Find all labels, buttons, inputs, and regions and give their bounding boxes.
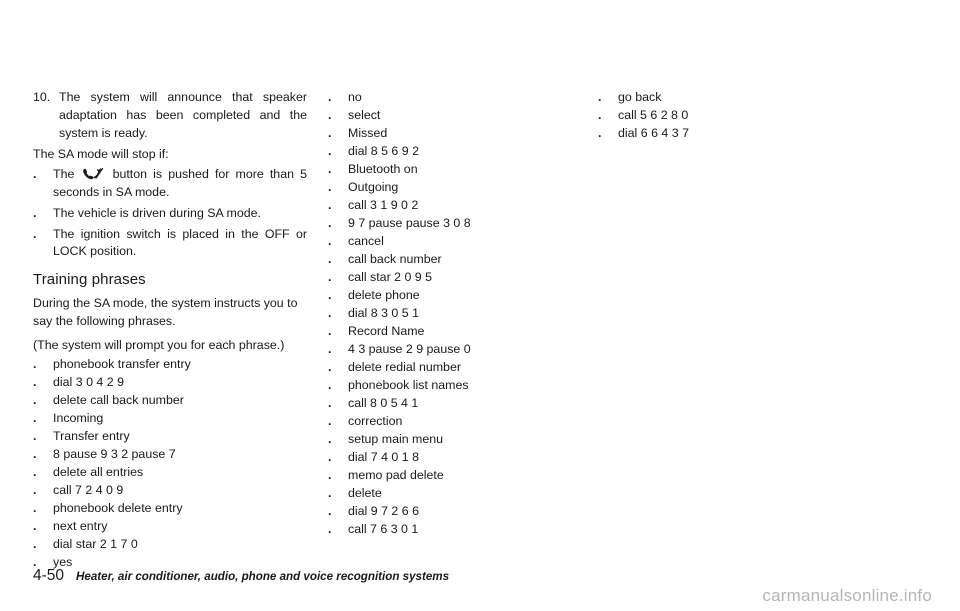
bullet: . bbox=[33, 501, 37, 516]
watermark: carmanualsonline.info bbox=[762, 586, 932, 605]
list-item bbox=[328, 431, 568, 449]
list-item bbox=[33, 482, 307, 500]
list-item bbox=[328, 323, 568, 341]
bullet: . bbox=[328, 413, 332, 428]
bullet: . bbox=[33, 226, 37, 241]
phrase-text: setup main menu bbox=[348, 431, 444, 446]
prompt-note: (The system will prompt you for each phrase.) bbox=[33, 337, 285, 352]
list-item bbox=[328, 305, 568, 323]
bullet: . bbox=[33, 357, 37, 372]
bullet: . bbox=[598, 125, 602, 140]
bullet: . bbox=[328, 233, 332, 248]
phrase-text: call 3 1 9 0 2 bbox=[348, 197, 419, 212]
phrase-text: delete phone bbox=[348, 287, 420, 302]
list-item bbox=[328, 89, 568, 107]
phrase-text: dial 8 5 6 9 2 bbox=[348, 143, 419, 158]
phrase-text: call 7 2 4 0 9 bbox=[53, 483, 124, 498]
list-item bbox=[328, 413, 568, 431]
stop-item-text: The ignition switch is placed in the OFF or LOCK position. bbox=[53, 226, 307, 259]
column-left bbox=[33, 89, 307, 572]
phrase-list bbox=[328, 89, 568, 538]
phrase-text: Transfer entry bbox=[53, 429, 130, 444]
phrase-text: next entry bbox=[53, 519, 108, 534]
step-number: 10. bbox=[33, 90, 51, 104]
bullet: . bbox=[33, 447, 37, 462]
phrase-text: call 7 6 3 0 1 bbox=[348, 521, 419, 536]
phrase-text: dial 8 3 0 5 1 bbox=[348, 305, 419, 320]
list-item bbox=[328, 269, 568, 287]
list-item bbox=[328, 359, 568, 377]
bullet: . bbox=[328, 107, 332, 122]
column-middle bbox=[328, 89, 568, 539]
phrase-text: Record Name bbox=[348, 323, 425, 338]
bullet: . bbox=[328, 143, 332, 158]
phrase-text: correction bbox=[348, 413, 403, 428]
phrase-text: dial 3 0 4 2 9 bbox=[53, 375, 124, 390]
bullet: . bbox=[598, 90, 602, 104]
bullet: . bbox=[33, 393, 37, 408]
bullet: . bbox=[328, 215, 332, 230]
list-item bbox=[328, 107, 568, 125]
list-item bbox=[328, 521, 568, 539]
bullet: . bbox=[328, 467, 332, 482]
list-item bbox=[33, 356, 307, 374]
bullet: . bbox=[33, 375, 37, 390]
bullet: . bbox=[33, 465, 37, 480]
stop-item-pre: The bbox=[53, 167, 75, 182]
phrase-text: dial 9 7 2 6 6 bbox=[348, 503, 419, 518]
phrase-text: call star 2 0 9 5 bbox=[348, 269, 433, 284]
phrase-text: dial 6 6 4 3 7 bbox=[618, 125, 689, 140]
step-10 bbox=[33, 89, 307, 142]
list-item bbox=[328, 341, 568, 359]
list-item bbox=[328, 125, 568, 143]
phrase-text: 9 7 pause pause 3 0 8 bbox=[348, 215, 471, 230]
bullet: . bbox=[33, 205, 37, 220]
list-item bbox=[33, 374, 307, 392]
phrase-text: delete redial number bbox=[348, 359, 461, 374]
list-item bbox=[598, 107, 838, 125]
bullet: . bbox=[33, 167, 37, 182]
bullet: . bbox=[33, 537, 37, 552]
phrase-text: phonebook delete entry bbox=[53, 501, 183, 516]
list-item bbox=[328, 233, 568, 251]
phrase-text: Incoming bbox=[53, 411, 104, 426]
bullet: . bbox=[328, 485, 332, 500]
list-item bbox=[598, 89, 838, 107]
bullet: . bbox=[328, 305, 332, 320]
bullet: . bbox=[328, 341, 332, 356]
phrase-text: 8 pause 9 3 2 pause 7 bbox=[53, 447, 176, 462]
list-item bbox=[33, 446, 307, 464]
bullet: . bbox=[33, 555, 37, 570]
bullet: . bbox=[328, 125, 332, 140]
list-item bbox=[328, 449, 568, 467]
phrase-text: delete call back number bbox=[53, 393, 184, 408]
list-item bbox=[328, 179, 568, 197]
phrase-text: dial 7 4 0 1 8 bbox=[348, 449, 419, 464]
list-item bbox=[328, 251, 568, 269]
list-item bbox=[33, 166, 307, 202]
bullet: . bbox=[328, 251, 332, 266]
phrase-text: Outgoing bbox=[348, 179, 399, 194]
stop-conditions-list bbox=[33, 166, 307, 261]
list-item bbox=[33, 428, 307, 446]
list-item bbox=[598, 125, 838, 143]
bullet: . bbox=[328, 377, 332, 392]
bullet: . bbox=[598, 107, 602, 122]
bullet: . bbox=[328, 503, 332, 518]
bullet: . bbox=[33, 429, 37, 444]
bullet: . bbox=[328, 359, 332, 374]
list-item bbox=[328, 503, 568, 521]
stop-item-post: button is pushed for more than 5 seconds in SA mode. bbox=[53, 167, 307, 199]
phrase-text: Bluetooth on bbox=[348, 161, 418, 176]
list-item bbox=[328, 395, 568, 413]
phrase-text: delete bbox=[348, 485, 382, 500]
bullet: . bbox=[328, 287, 332, 302]
phrase-text: go back bbox=[618, 90, 662, 104]
phrase-text: phonebook transfer entry bbox=[53, 357, 191, 372]
phrase-text: call 5 6 2 8 0 bbox=[618, 107, 689, 122]
list-item bbox=[328, 215, 568, 233]
section-heading: Training phrases bbox=[33, 271, 146, 289]
phrase-text: no bbox=[348, 90, 362, 104]
phrase-text: phonebook list names bbox=[348, 377, 469, 392]
bullet: . bbox=[33, 519, 37, 534]
phrase-text: delete all entries bbox=[53, 465, 144, 480]
phrase-list bbox=[598, 89, 838, 143]
bullet: . bbox=[328, 521, 332, 536]
phone-voice-icon bbox=[82, 167, 104, 180]
list-item bbox=[328, 161, 568, 179]
column-right bbox=[598, 89, 838, 143]
list-item bbox=[33, 392, 307, 410]
page-number: 4-50 bbox=[33, 567, 65, 584]
list-item bbox=[328, 143, 568, 161]
phrase-text: yes bbox=[53, 555, 73, 570]
page-footer bbox=[33, 567, 449, 585]
section-intro: During the SA mode, the system instructs you to say the following phrases. bbox=[33, 295, 298, 328]
bullet: . bbox=[328, 90, 332, 104]
phrase-text: 4 3 pause 2 9 pause 0 bbox=[348, 341, 471, 356]
list-item bbox=[33, 500, 307, 518]
bullet: . bbox=[33, 411, 37, 426]
bullet: . bbox=[328, 449, 332, 464]
list-item bbox=[33, 226, 307, 262]
list-item bbox=[328, 377, 568, 395]
list-item bbox=[33, 536, 307, 554]
bullet: . bbox=[328, 179, 332, 194]
phrase-list bbox=[33, 356, 307, 572]
list-item bbox=[328, 467, 568, 485]
bullet: . bbox=[328, 197, 332, 212]
phrase-text: cancel bbox=[348, 233, 384, 248]
step-text: The system will announce that speaker adaptation has been completed and the system is ready. bbox=[59, 90, 307, 140]
phrase-text: call 8 0 5 4 1 bbox=[348, 395, 419, 410]
list-item bbox=[328, 485, 568, 503]
list-item bbox=[328, 287, 568, 305]
phrase-text: call back number bbox=[348, 251, 442, 266]
bullet: . bbox=[328, 395, 332, 410]
list-item bbox=[33, 205, 307, 223]
list-item bbox=[328, 197, 568, 215]
list-item bbox=[33, 410, 307, 428]
bullet: . bbox=[328, 323, 332, 338]
phrase-text: dial star 2 1 7 0 bbox=[53, 537, 138, 552]
phrase-text: memo pad delete bbox=[348, 467, 444, 482]
bullet: . bbox=[33, 483, 37, 498]
stop-intro: The SA mode will stop if: bbox=[33, 147, 169, 162]
stop-item-text: The vehicle is driven during SA mode. bbox=[53, 205, 261, 220]
list-item bbox=[33, 518, 307, 536]
phrase-text: Missed bbox=[348, 125, 388, 140]
phrase-text: select bbox=[348, 107, 381, 122]
bullet: . bbox=[328, 269, 332, 284]
chapter-title: Heater, air conditioner, audio, phone and voice recognition systems bbox=[76, 570, 450, 583]
list-item bbox=[33, 464, 307, 482]
bullet: . bbox=[328, 431, 332, 446]
bullet: . bbox=[328, 161, 332, 176]
